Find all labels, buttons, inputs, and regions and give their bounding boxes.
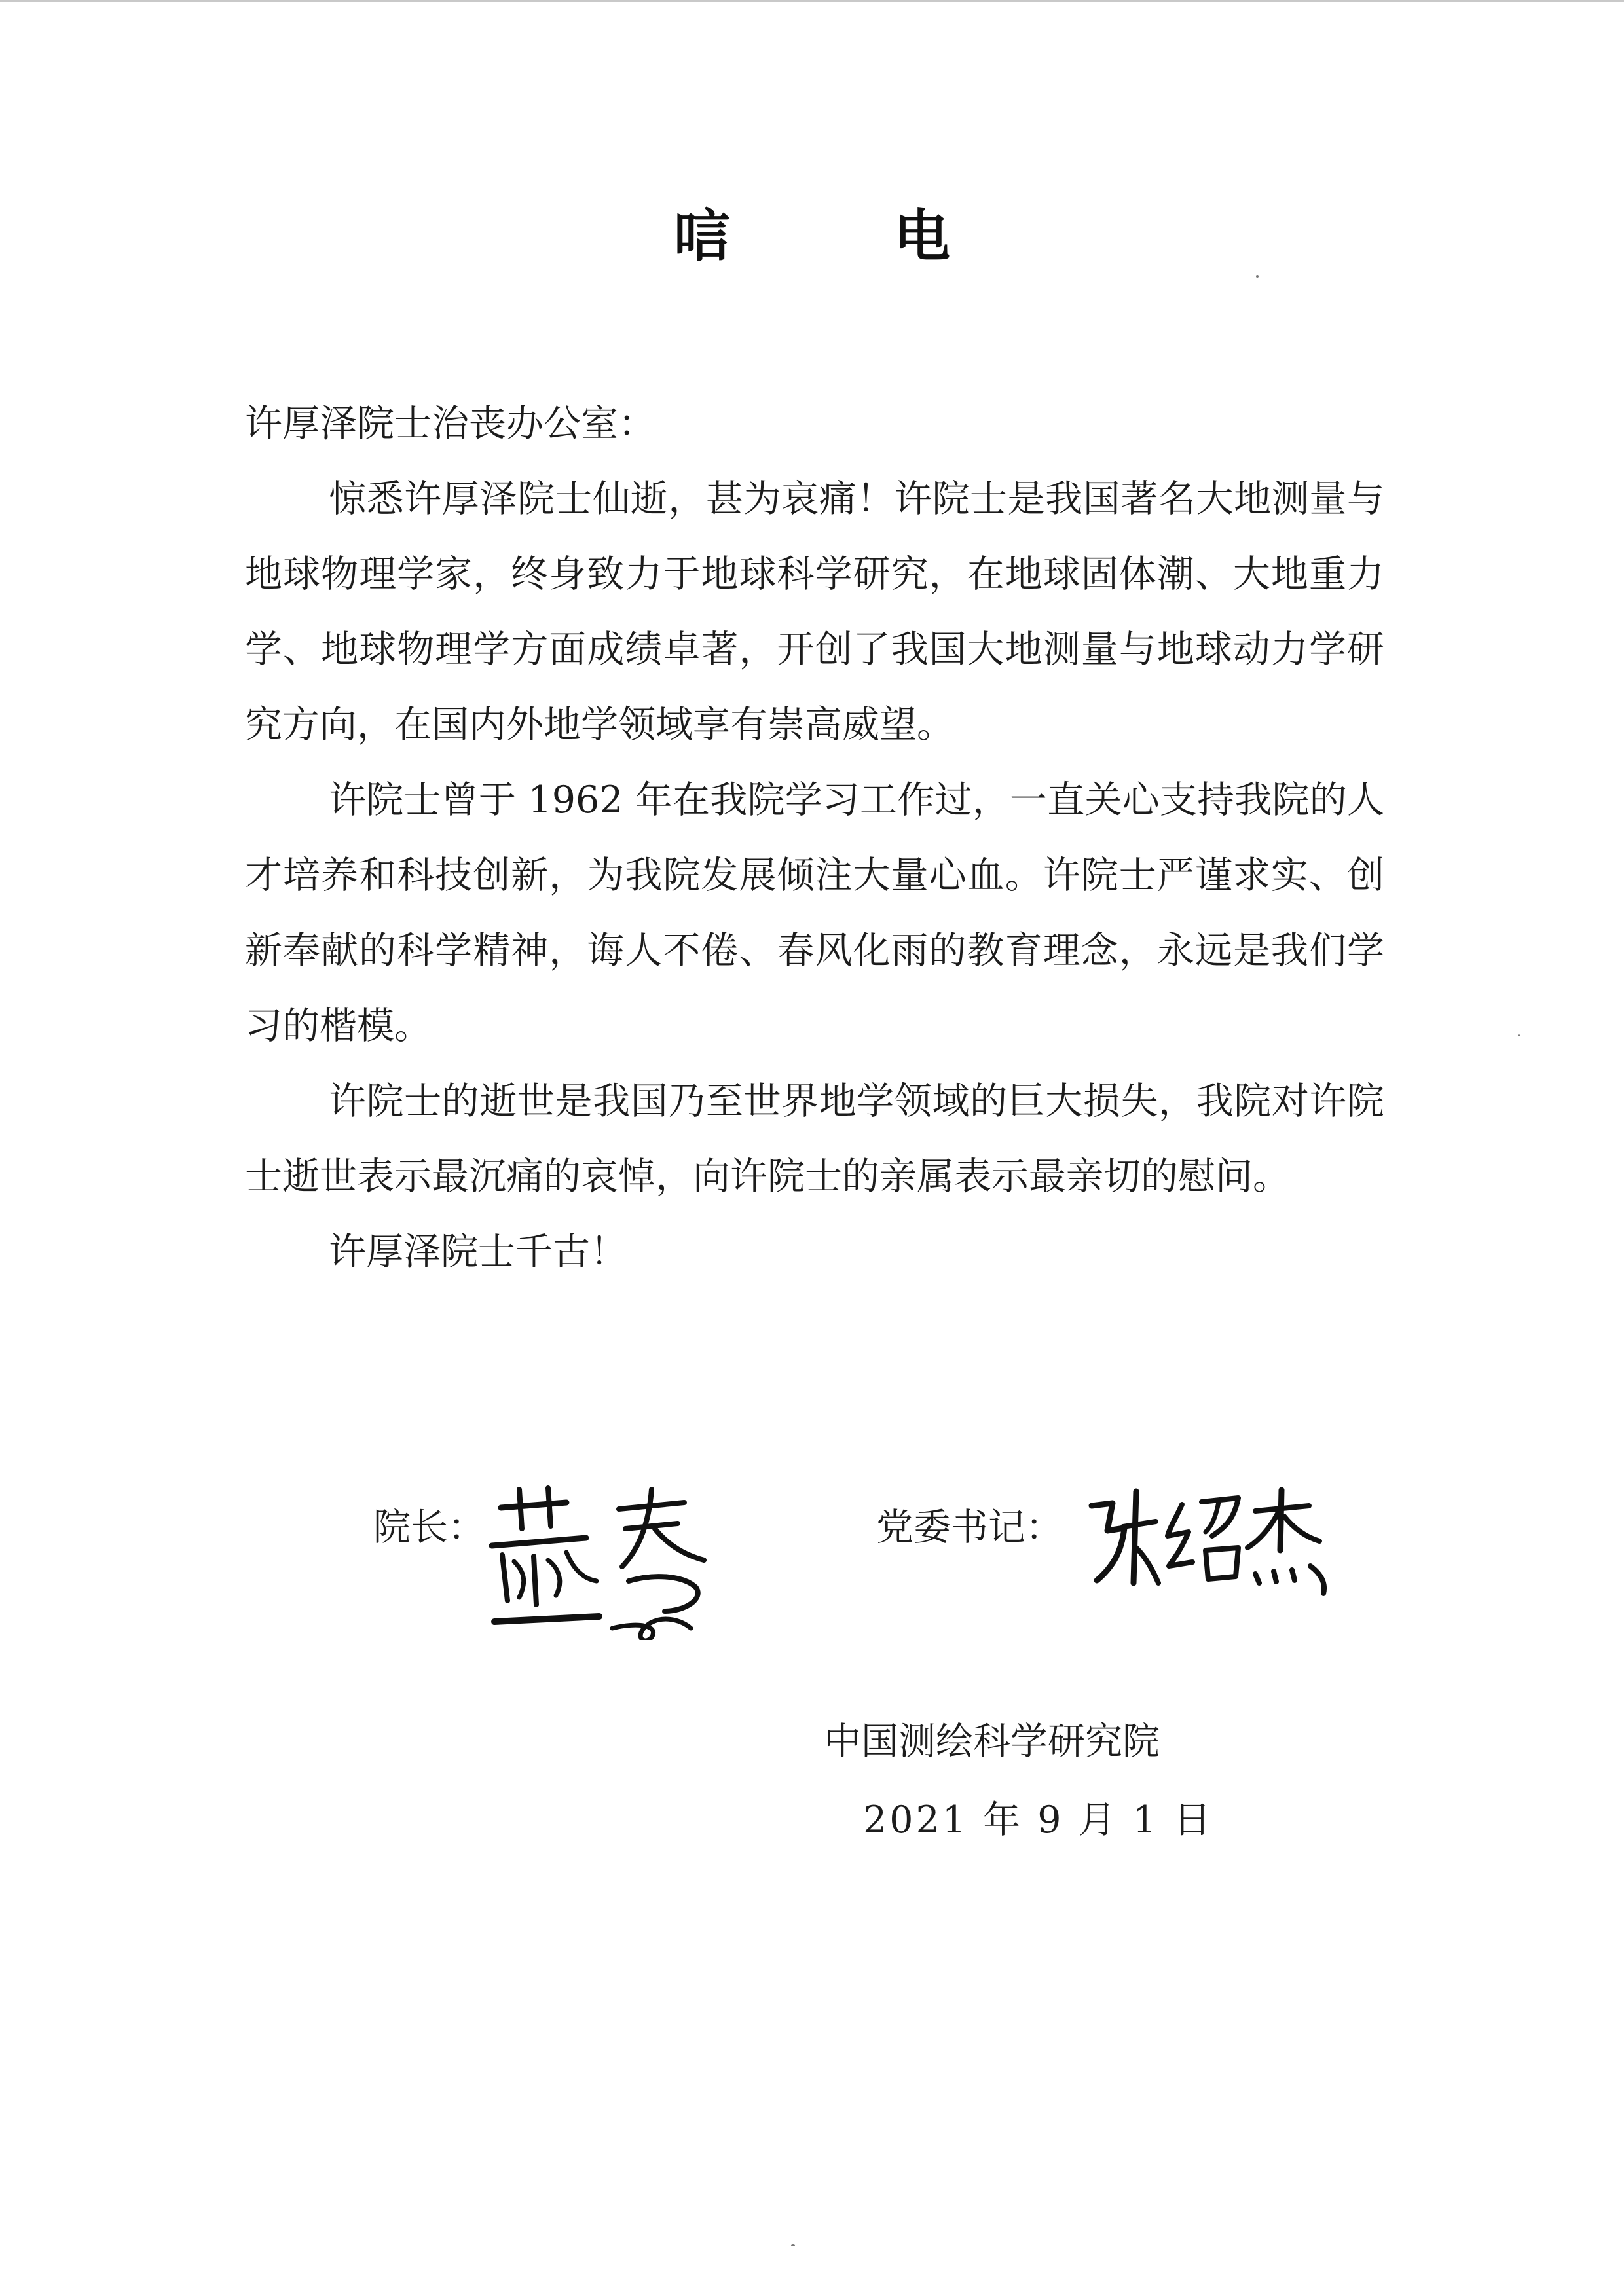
document-date: 2021 年 9 月 1 日 <box>863 1798 1214 1842</box>
president-signature <box>488 1483 724 1640</box>
scan-speck <box>1518 1034 1520 1036</box>
scan-speck <box>1256 275 1259 278</box>
paragraph: 许院士的逝世是我国乃至世界地学领域的巨大损失，我院对许院士逝世表示最沉痛的哀悼，向许院士的亲属表示最亲切的慰问。 <box>245 1080 1384 1198</box>
closing-line: 许厚泽院士千古！ <box>329 1230 627 1273</box>
party-secretary-label: 党委书记： <box>876 1506 1063 1549</box>
document-title: 唁 电 <box>674 203 1022 269</box>
president-signature-image <box>488 1483 724 1640</box>
document-body <box>245 386 1384 1290</box>
salutation: 许厚泽院士治丧办公室： <box>245 402 655 445</box>
party-secretary-signature <box>1084 1485 1333 1603</box>
president-label: 院长： <box>373 1506 485 1549</box>
scan-top-edge <box>0 0 1624 2</box>
scan-speck <box>791 2244 795 2246</box>
party-secretary-signature-image <box>1084 1485 1333 1603</box>
paragraph: 许院士曾于 1962 年在我院学习工作过，一直关心支持我院的人才培养和科技创新，为我院发展倾注大量心血。许院士严谨求实、创新奉献的科学精神，诲人不倦、春风化雨的教育理念，永远是我们学习的楷模。 <box>245 778 1384 1048</box>
paragraph: 惊悉许厚泽院士仙逝，甚为哀痛！许院士是我国著名大地测量与地球物理学家，终身致力于地球科学研究，在地球固体潮、大地重力学、地球物理学方面成绩卓著，开创了我国大地测量与地球动力学研究方向，在国内外地学领域享有崇高威望。 <box>245 477 1384 746</box>
institution-name: 中国测绘科学研究院 <box>824 1720 1160 1763</box>
